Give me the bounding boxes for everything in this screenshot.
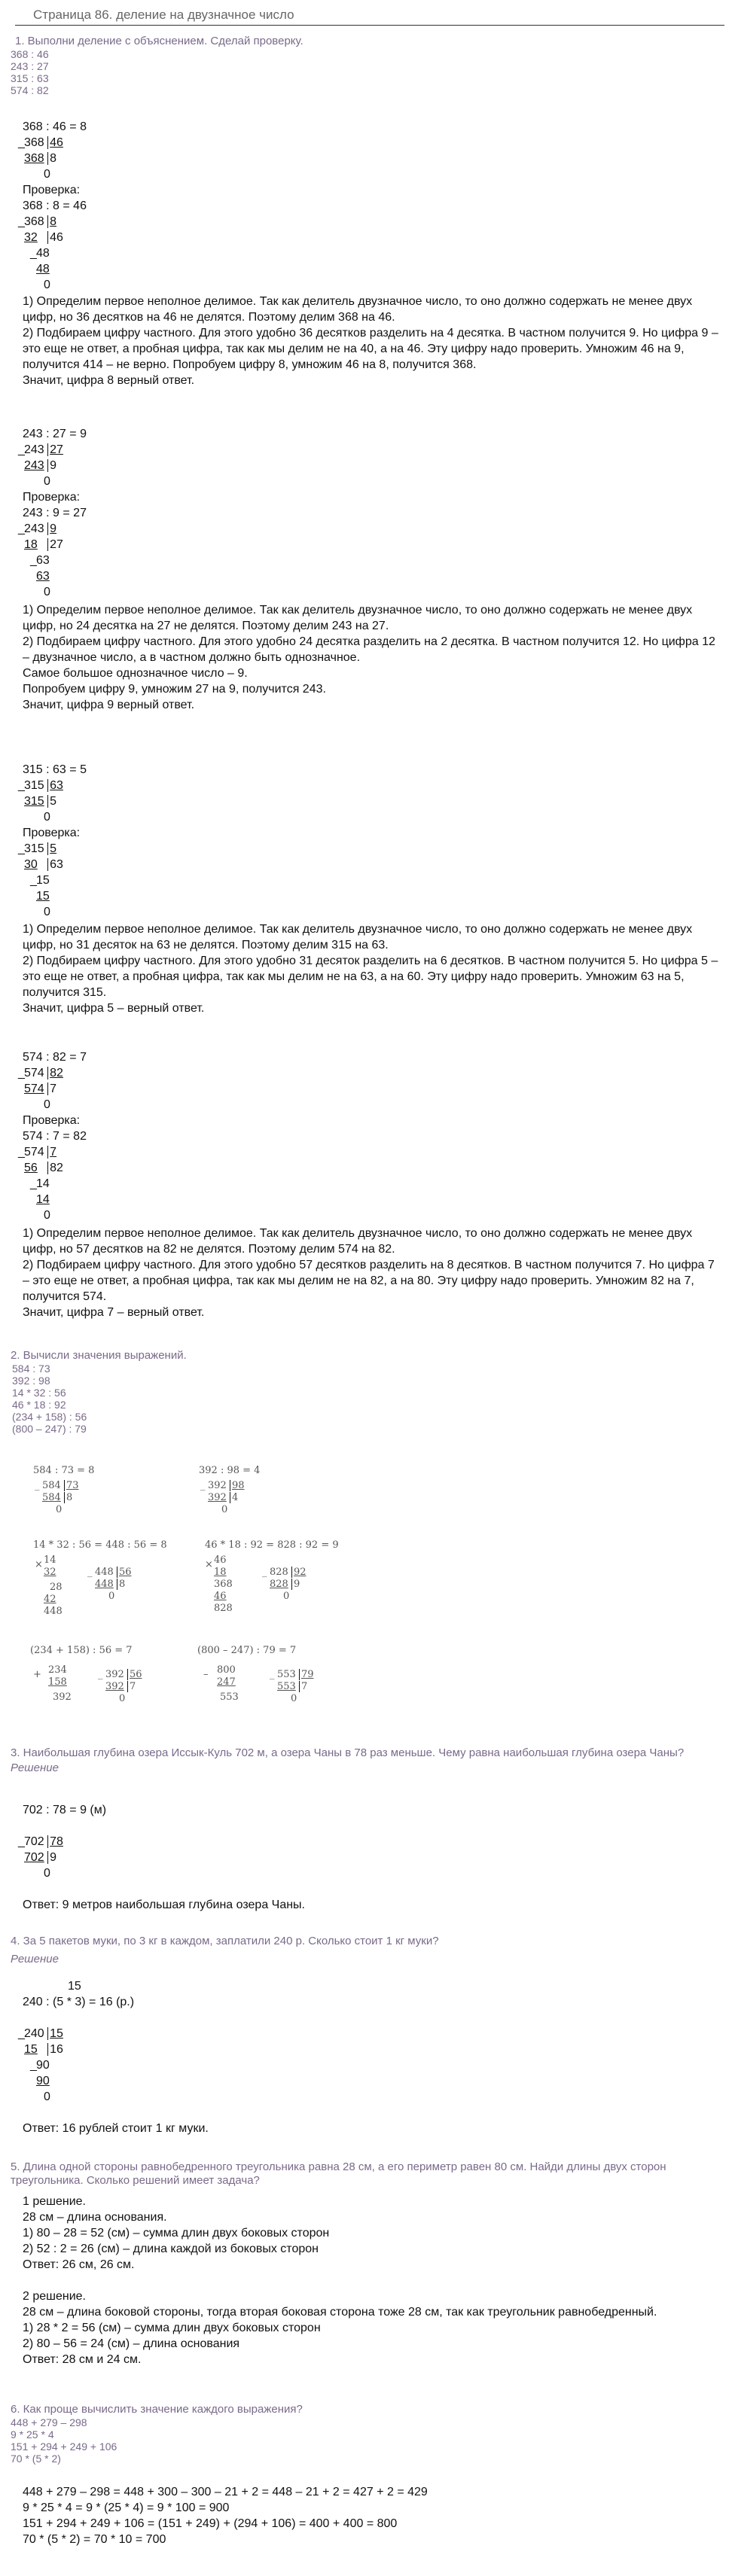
solution-text: 448 + 279 – 298 = 448 + 300 – 300 – 21 + 2 = 448 – 21 + 2 = 427 + 2 = 429 9 * 25 * 4 = 9 * (25 * 4) = 9 * 100 = 900 151 + 294 + 249 + 106 = (151 + 249) + (294 + 106) = 400 + 400 = 800 70 * (5 * 2) = 70 * 10 = 700 [23, 2486, 428, 2546]
handwritten-solution: 46 * 18 : 92 = 828 : 92 = 9 × 46 18 368 46 828 [205, 1539, 339, 1614]
division-block: 574 : 82 = 7 _ 574 82 574 7 0 Проверка: 574 : 7 = 82 _ 574 7 56 82 _ 14 14 0 [18, 1051, 87, 1222]
explanation: 1) Определим первое неполное делимое. Так как делитель двузначное число, то оно должно содержать не менее двух цифр, но 36 десятков на 46 не делятся. Поэтому делим 368 на 46. 2) Подбираем цифру частного. Для этого удобно 36 десятков разделить на 4 десятка. В частном получится 9. Но цифра 9 – это еще не ответ, а пробная цифра, так как мы делим не на 40, а на 46. Эту цифру надо проверить. Умножим 46 на 9, получится 414 – не верно. Попробуем цифру 8, умножим 46 на 8, получится 368. Значит, цифра 8 верный ответ. [23, 295, 718, 387]
handwritten-solution: (234 + 158) : 56 = 7 + 234 158 392 [30, 1645, 133, 1703]
expression: 448 + 279 – 298 [11, 2416, 87, 2428]
expression: 14 * 32 : 56 [12, 1387, 66, 1399]
check-label: Проверка: [23, 184, 81, 196]
expression: (234 + 158) : 56 [12, 1411, 87, 1423]
task-5: 5. Длина одной стороны равнобедренного треугольника равна 28 см, а его периметр равен 80 см. Найди длины двух сторон треугольника. Сколько решений имеет задача? [11, 2160, 666, 2187]
expression: 151 + 294 + 249 + 106 [11, 2441, 117, 2453]
division-block: 368 : 46 = 8 _ 368 46 368 8 0 Проверка: 368 : 8 = 46 _ 368 8 32 46 _ 48 48 0 [18, 120, 87, 291]
handwritten-solution: 584 : 73 = 8 _ 584 73 584 8 0 [33, 1465, 95, 1515]
expression: 584 : 73 [12, 1363, 50, 1375]
handwritten-solution: 392 : 98 = 4 _ 392 98 392 4 0 [199, 1465, 261, 1515]
division-block: 315 : 63 = 5 _ 315 63 315 5 0 Проверка: _ 315 5 30 63 _ 15 15 0 [18, 763, 87, 918]
explanation: 1) Определим первое неполное делимое. Так как делитель двузначное число, то оно должно содержать не менее двух цифр, но 31 десяток на 63 не делятся. Поэтому делим 315 на 63. 2) Подбираем цифру частного. Для этого удобно 31 десяток разделить на 6 десятков. В частном получится 5. Но цифра 5 – это еще не ответ, а пробная цифра, так как мы делим не на 63, а на 60. Эту цифру надо проверить. Умножим 63 на 5, получится 315. Значит, цифра 5 – верный ответ. [23, 923, 718, 1015]
expression: 70 * (5 * 2) [11, 2453, 61, 2465]
expression: 9 * 25 * 4 [11, 2428, 54, 2441]
division-block: 702 : 78 = 9 (м) _ 702 78 702 9 0 Ответ: 9 метров наибольшая глубина озера Чаны. [18, 1804, 305, 1911]
handwritten-solution: _ 392 56 392 7 0 [98, 1669, 142, 1704]
handwritten-solution: (800 – 247) : 79 = 7 – 800 247 553 [197, 1645, 297, 1703]
answer: Ответ: 16 рублей стоит 1 кг муки. [23, 2122, 209, 2135]
expression: 392 : 98 [12, 1375, 50, 1387]
task-1 [11, 35, 726, 96]
handwritten-solution: 14 * 32 : 56 = 448 : 56 = 8 × 14 32 28 42 448 [33, 1539, 167, 1617]
expression: 368 : 46 [11, 48, 49, 60]
check-equation: 368 : 8 = 46 [23, 199, 87, 212]
explanation: 1) Определим первое неполное делимое. Так как делитель двузначное число, то оно должно содержать не менее двух цифр, но 24 десятка на 27 не делятся. Поэтому делим 243 на 27. 2) Подбираем цифру частного. Для этого удобно 24 десятка разделить на 2 десятка. В частном получится 12. Но цифра 12 – двузначное число, а в частном должно быть однозначное. Самое большое однозначное число – 9. Попробуем цифру 9, умножим 27 на 9, получится 243. Значит, цифра 9 верный ответ. [23, 604, 715, 711]
expression-list [11, 48, 726, 96]
expression: 243 : 27 [11, 60, 49, 72]
answer: Ответ: 9 метров наибольшая глубина озера Чаны. [23, 1899, 305, 1911]
solution-label: Решение [11, 1761, 59, 1774]
equation: 368 : 46 = 8 [23, 120, 87, 133]
explanation: 1) Определим первое неполное делимое. Так как делитель двузначное число, то оно должно содержать не менее двух цифр, но 57 десятков на 82 не делятся. Поэтому делим 574 на 82. 2) Подбираем цифру частного. Для этого удобно 57 десятков разделить на 8 десятков. В частном получится 7. Но цифра 7 – это еще не ответ, а пробная цифра, так как мы делим не на 82, а на 80. Эту цифру надо проверить. Умножим 82 на 7, получится 574. Значит, цифра 7 – верный ответ. [23, 1227, 715, 1319]
task-3: 3. Наибольшая глубина озера Иссык-Куль 702 м, а озера Чаны в 78 раз меньше. Чему равна наибольшая глубина озера Чаны? Решение [11, 1746, 726, 1775]
division-block: 243 : 27 = 9 _ 243 27 243 9 0 Проверка: 243 : 9 = 27 _ 243 9 18 27 _ 63 63 0 [18, 428, 87, 598]
expression: 574 : 82 [11, 84, 49, 96]
task-4: 4. За 5 пакетов муки, по 3 кг в каждом, заплатили 240 р. Сколько стоит 1 кг муки? Решение [11, 1935, 439, 1965]
task-2: 2. Вычисли значения выражений. 584 : 73 392 : 98 14 * 32 : 56 46 * 18 : 92 (234 + 158) : 56 (800 – 247) : 79 [11, 1349, 726, 1435]
expression: 46 * 18 : 92 [12, 1399, 66, 1411]
handwritten-solution: _ 828 92 828 9 0 [262, 1567, 307, 1602]
page-title: Страница 86. деление на двузначное число [33, 8, 294, 22]
division-block: 15 240 : (5 * 3) = 16 (р.) _ 240 15 15 16 _ 90 90 0 Ответ: 16 рублей стоит 1 кг муки. [18, 1980, 209, 2135]
handwritten-solution: _ 448 56 448 8 0 [87, 1567, 132, 1602]
expression: (800 – 247) : 79 [12, 1423, 87, 1435]
expression: 315 : 63 [11, 72, 49, 84]
handwritten-solution: _ 553 79 553 7 0 [270, 1669, 314, 1704]
header-divider [15, 25, 724, 26]
task-title: 1. Выполни деление с объяснением. Сделай проверку. [15, 35, 303, 47]
task-6: 6. Как проще вычислить значение каждого выражения? 448 + 279 – 298 9 * 25 * 4 151 + 294 + 249 + 106 70 * (5 * 2) [11, 2403, 726, 2465]
solution-text: 1 решение. 28 см – длина основания. 1) 80 – 28 = 52 (см) – сумма длин двух боковых сторон 2) 52 : 2 = 26 (см) – длина каждой из боковых сторон Ответ: 26 см, 26 см. 2 решение. 28 см – длина боковой стороны, тогда вторая боковая сторона тоже 28 см, так как треугольник равнобедренный. 1) 28 * 2 = 56 (см) – сумма длин двух боковых сторон 2) 80 – 56 = 24 (см) – длина основания Ответ: 28 см и 24 см. [23, 2195, 657, 2366]
